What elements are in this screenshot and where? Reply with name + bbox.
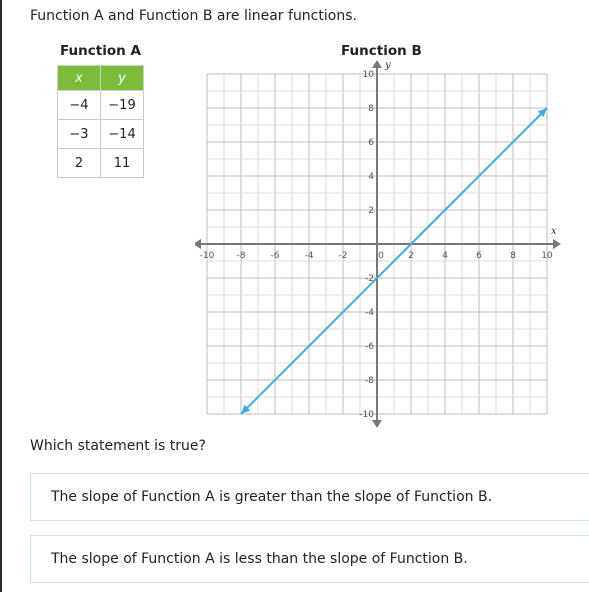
x-tick-label: 2	[408, 251, 414, 261]
y-tick-label: 4	[368, 172, 374, 182]
x-axis-arrow-left	[195, 239, 201, 249]
answer-choice-label: The slope of Function A is less than the slope of Function B.	[51, 551, 468, 567]
table-header-row	[58, 66, 144, 91]
x-axis-arrow-right	[553, 239, 561, 249]
problem-intro: Function A and Function B are linear functions.	[30, 8, 357, 24]
x-tick-label: 0	[378, 251, 384, 261]
left-border	[0, 0, 2, 592]
answer-choice-a[interactable]	[30, 473, 589, 521]
y-tick-label: -2	[365, 274, 374, 284]
y-axis-label: y	[385, 60, 391, 71]
table-cell-x: 2	[58, 149, 101, 178]
y-tick-label: 10	[362, 70, 374, 80]
x-column-header: x	[58, 66, 101, 91]
x-tick-label: 4	[442, 251, 448, 261]
answer-choice-b[interactable]	[30, 535, 589, 583]
y-tick-label: -4	[365, 308, 374, 318]
function-b-title: Function B	[341, 43, 422, 59]
x-tick-label: 8	[510, 251, 516, 261]
answer-choice-label: The slope of Function A is greater than the slope of Function B.	[51, 489, 493, 505]
y-tick-label: 6	[368, 138, 374, 148]
y-column-header: y	[101, 66, 144, 91]
y-tick-label: 2	[368, 206, 374, 216]
table-row	[58, 120, 144, 149]
x-tick-label: -10	[199, 251, 215, 261]
x-tick-label: -8	[236, 251, 246, 261]
y-tick-label: -10	[359, 410, 374, 420]
x-tick-label: 10	[541, 251, 553, 261]
x-tick-label: -4	[304, 251, 314, 261]
y-tick-label: -8	[365, 376, 374, 386]
y-axis-arrow-up	[372, 60, 382, 68]
y-tick-label: -6	[365, 342, 374, 352]
table-cell-y: −14	[101, 120, 144, 149]
table-cell-y: 11	[101, 149, 144, 178]
x-tick-label: -6	[270, 251, 280, 261]
table-cell-x: −4	[58, 91, 101, 120]
y-axis-arrow-down	[372, 420, 382, 428]
function-a-title: Function A	[60, 43, 141, 59]
table-row	[58, 149, 144, 178]
x-axis-label: x	[551, 226, 557, 237]
function-b-graph	[195, 60, 575, 430]
y-tick-label: 8	[368, 104, 374, 114]
table-cell-x: −3	[58, 120, 101, 149]
x-tick-label: 6	[476, 251, 482, 261]
graph-axes	[195, 60, 561, 428]
table-row	[58, 91, 144, 120]
x-tick-label: -2	[338, 251, 348, 261]
table-cell-y: −19	[101, 91, 144, 120]
function-a-table	[57, 65, 144, 178]
question-prompt: Which statement is true?	[30, 438, 206, 454]
